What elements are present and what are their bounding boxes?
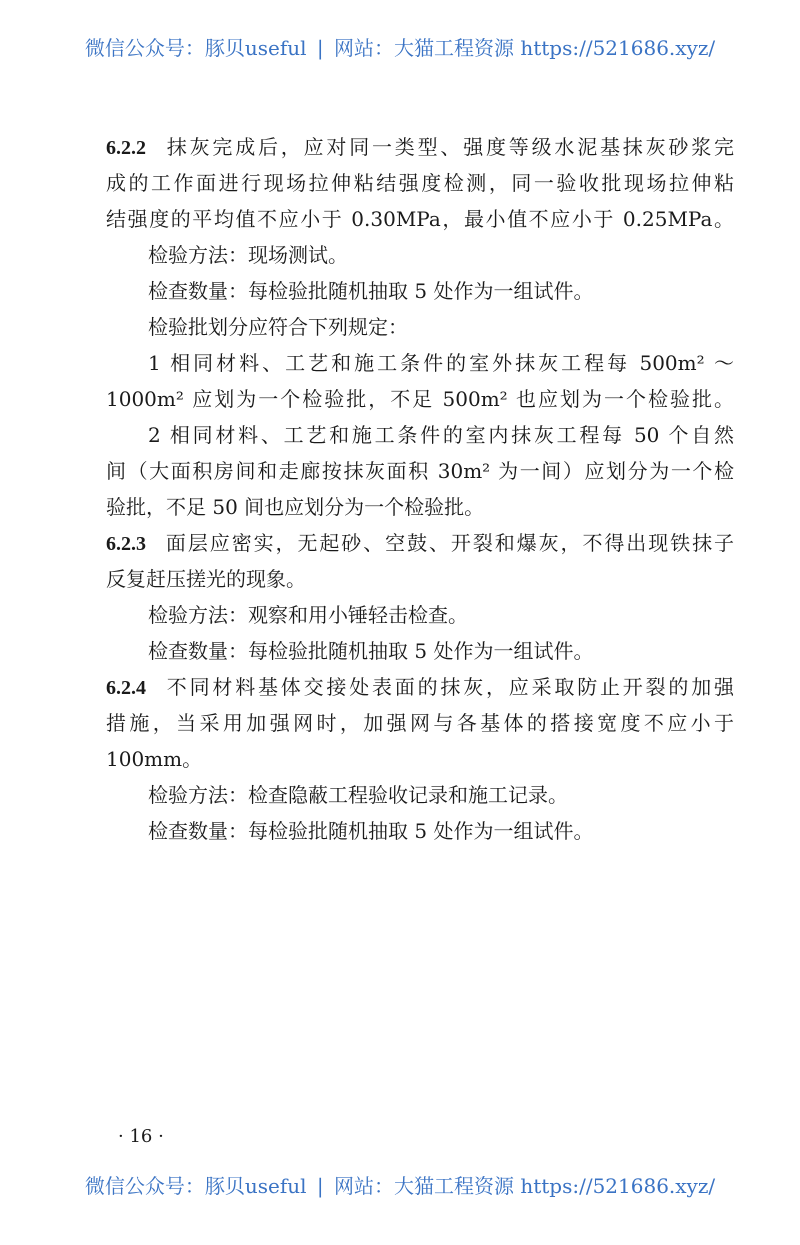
text-line: 检验批划分应符合下列规定： [148,315,408,339]
watermark-site: 网站：大猫工程资源 https://521686.xyz/ [333,36,716,60]
clause-6-2-2-line-1 [106,135,734,160]
text-line: 成的工作面进行现场拉伸粘结强度检测，同一验收批现场拉伸粘 [106,171,734,195]
text-line: 2 相同材料、工艺和施工条件的室内抹灰工程每 50 个自然 [148,423,734,447]
clause-number: 6.2.4 [106,677,146,699]
text-line: 措施，当采用加强网时，加强网与各基体的搭接宽度不应小于 [106,711,734,735]
watermark-wechat: 微信公众号：豚贝useful [84,36,307,60]
clause-number: 6.2.3 [106,533,146,555]
text-line: 检查数量：每检验批随机抽取 5 处作为一组试件。 [148,819,594,843]
watermark-separator: | [316,36,324,60]
page-number: · 16 · [118,1126,164,1147]
clause-number: 6.2.2 [106,137,146,159]
text-line: 验批，不足 50 间也应划分为一个检验批。 [106,495,485,519]
text-line: 100mm。 [106,747,203,771]
watermark-separator: | [316,1174,324,1198]
text-line: 检验方法：检查隐蔽工程验收记录和施工记录。 [148,783,568,807]
text-line: 检查数量：每检验批随机抽取 5 处作为一组试件。 [148,279,594,303]
text-line: 反复赶压搓光的现象。 [106,567,306,591]
text-line: 1 相同材料、工艺和施工条件的室外抹灰工程每 500m² ～ [148,351,734,375]
text-line: 检查数量：每检验批随机抽取 5 处作为一组试件。 [148,639,594,663]
line-text: 抹灰完成后，应对同一类型、强度等级水泥基抹灰砂浆完 [164,135,734,159]
clause-6-2-4-line-1 [106,675,734,700]
watermark-footer [0,1170,800,1199]
text-line: 间（大面积房间和走廊按抹灰面积 30m² 为一间）应划分为一个检 [106,459,734,483]
text-line: 1000m² 应划为一个检验批，不足 500m² 也应划为一个检验批。 [106,387,734,411]
line-text: 不同材料基体交接处表面的抹灰，应采取防止开裂的加强 [164,675,734,699]
watermark-wechat: 微信公众号：豚贝useful [84,1174,307,1198]
text-line: 结强度的平均值不应小于 0.30MPa，最小值不应小于 0.25MPa。 [106,207,734,231]
text-line: 检验方法：观察和用小锤轻击检查。 [148,603,468,627]
watermark-header [0,32,800,61]
watermark-site: 网站：大猫工程资源 https://521686.xyz/ [333,1174,716,1198]
text-line: 检验方法：现场测试。 [148,243,348,267]
clause-6-2-3-line-1 [106,531,734,556]
line-text: 面层应密实，无起砂、空鼓、开裂和爆灰，不得出现铁抹子 [164,531,734,555]
